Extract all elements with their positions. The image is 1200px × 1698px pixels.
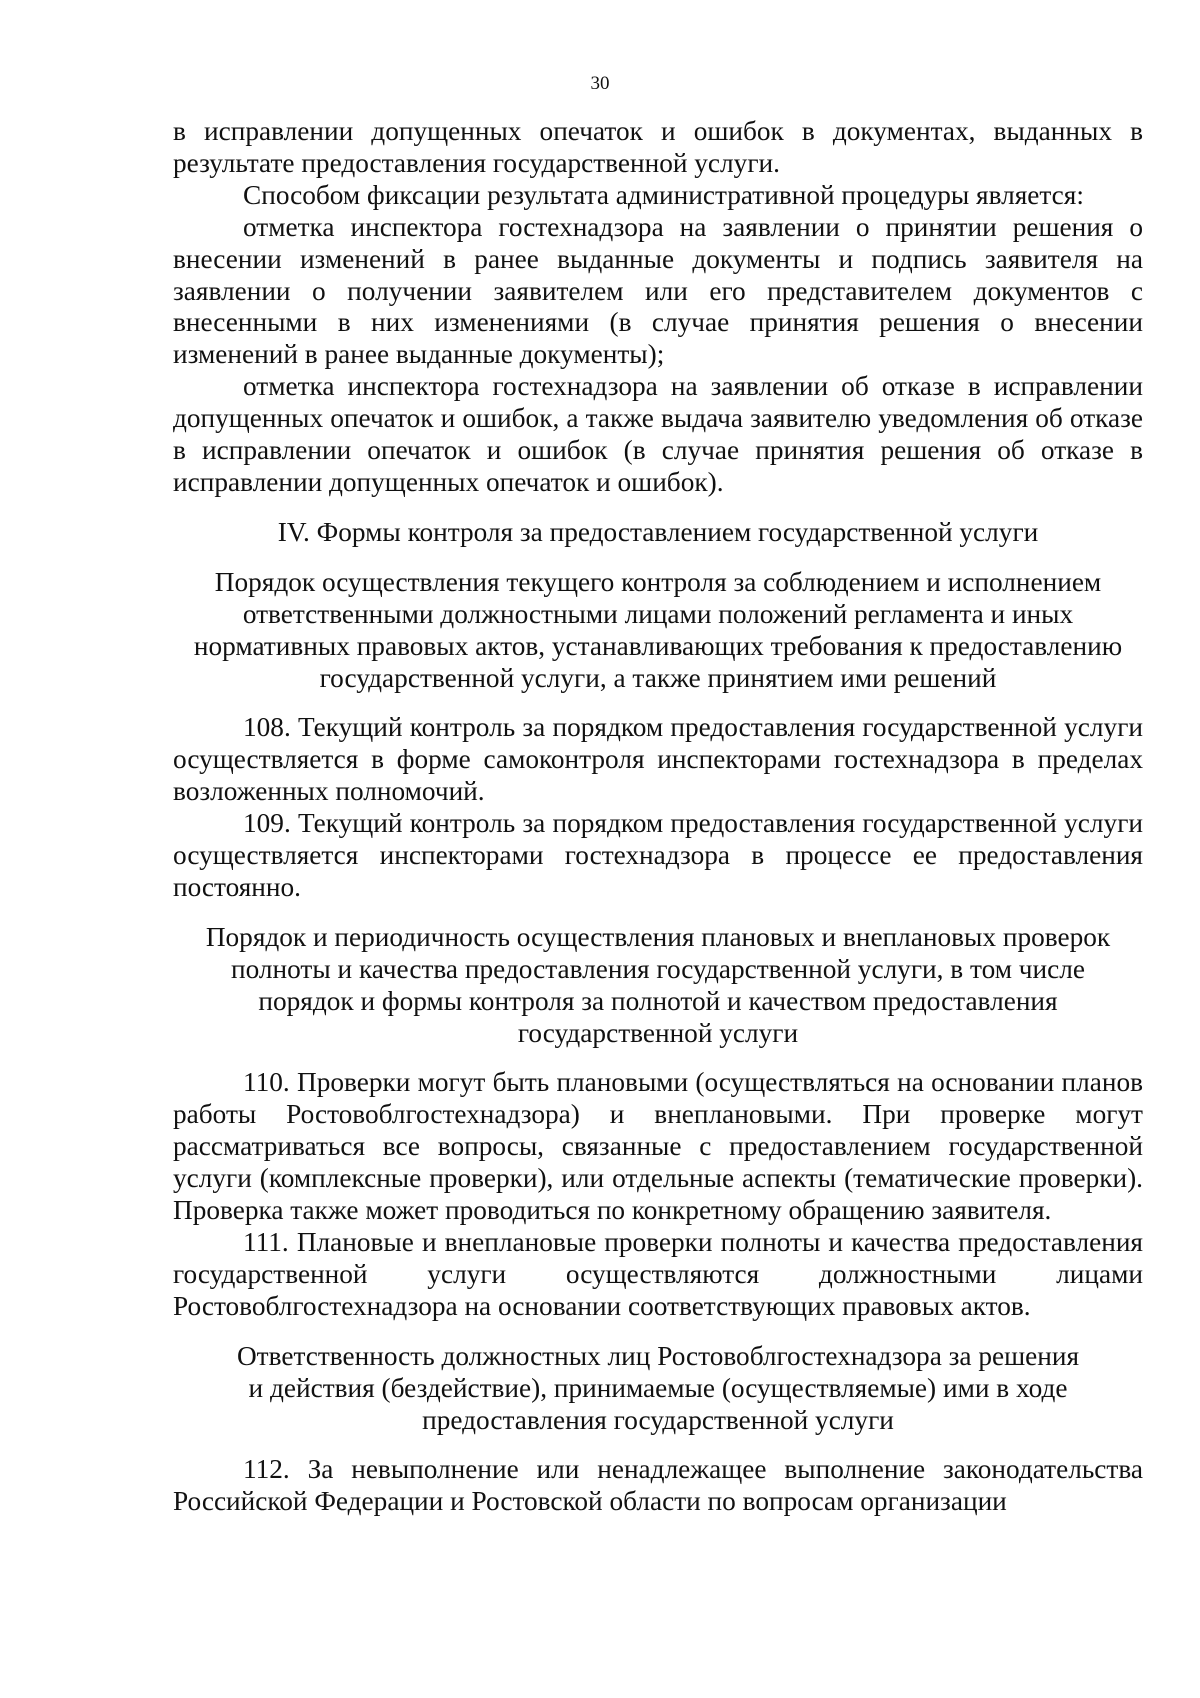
paragraph-111: 111. Плановые и внеплановые проверки полноты и качества предоставления государственной услуги осуществляются должностными лицами Ростовоблгостехнадзора на основании соответствующих правовых актов. bbox=[173, 1227, 1143, 1321]
subheading-line: Порядок и периодичность осуществления плановых и внеплановых проверок bbox=[205, 921, 1111, 952]
subheading-line: полноты и качества предоставления государственной услуги, в том числе bbox=[231, 953, 1085, 984]
paragraph-mark-refusal: отметка инспектора гостехнадзора на заявлении об отказе в исправлении допущенных опечаток и ошибок, а также выдача заявителю уведомления об отказе в исправлении опечаток и ошибок (в случае принятия решения об отказе в исправлении допущенных опечаток и ошибок). bbox=[173, 371, 1143, 497]
section-heading-iv: IV. Формы контроля за предоставлением государственной услуги bbox=[277, 516, 1039, 547]
paragraph-fixation-method: Способом фиксации результата административной процедуры является: bbox=[243, 179, 1084, 210]
subheading-inspections bbox=[173, 922, 1143, 1050]
document-body bbox=[173, 116, 1143, 1518]
subheading-line: порядок и формы контроля за полнотой и качеством предоставления bbox=[258, 985, 1058, 1016]
subheading-line: и действия (бездействие), принимаемые (осуществляемые) ими в ходе bbox=[248, 1372, 1068, 1403]
subheading-line: государственной услуги, а также принятием ими решений bbox=[319, 662, 997, 693]
paragraph-109: 109. Текущий контроль за порядком предоставления государственной услуги осуществляется инспекторами гостехнадзора в процессе ее предоставления постоянно. bbox=[173, 808, 1143, 902]
subheading-current-control bbox=[173, 567, 1143, 695]
subheading-line: Порядок осуществления текущего контроля за соблюдением и исполнением bbox=[214, 566, 1102, 597]
subheading-line: государственной услуги bbox=[517, 1017, 799, 1048]
paragraph-112: 112. За невыполнение или ненадлежащее выполнение законодательства Российской Федерации и Ростовской области по вопросам организации bbox=[173, 1454, 1143, 1517]
paragraph-108: 108. Текущий контроль за порядком предоставления государственной услуги осуществляется в форме самоконтроля инспекторами гостехнадзора в пределах возложенных полномочий. bbox=[173, 712, 1143, 807]
subheading-responsibility bbox=[173, 1341, 1143, 1437]
subheading-line: предоставления государственной услуги bbox=[422, 1404, 894, 1435]
subheading-line: Ответственность должностных лиц Ростовоблгостехнадзора за решения bbox=[236, 1340, 1080, 1371]
subheading-line: нормативных правовых актов, устанавливающих требования к предоставлению bbox=[193, 630, 1123, 661]
page-number: 30 bbox=[590, 73, 610, 94]
subheading-line: ответственными должностными лицами положений регламента и иных bbox=[242, 598, 1074, 629]
paragraph-mark-acceptance: отметка инспектора гостехнадзора на заявлении о принятии решения о внесении изменений в ранее выданные документы и подпись заявителя на заявлении о получении заявителем или его представителем документов с внесенными в них изменениями (в случае принятия решения о внесении изменений в ранее выданные документы); bbox=[173, 211, 1143, 370]
paragraph-110: 110. Проверки могут быть плановыми (осуществляться на основании планов работы Ростовоблгостехнадзора) и внеплановыми. При проверке могут рассматриваться все вопросы, связанные с предоставлением государственной услуги (комплексные проверки), или отдельные аспекты (тематические проверки). Проверка также может проводиться по конкретному обращению заявителя. bbox=[173, 1067, 1143, 1226]
paragraph-continuation: в исправлении допущенных опечаток и ошибок в документах, выданных в результате предоставления государственной услуги. bbox=[173, 116, 1143, 178]
